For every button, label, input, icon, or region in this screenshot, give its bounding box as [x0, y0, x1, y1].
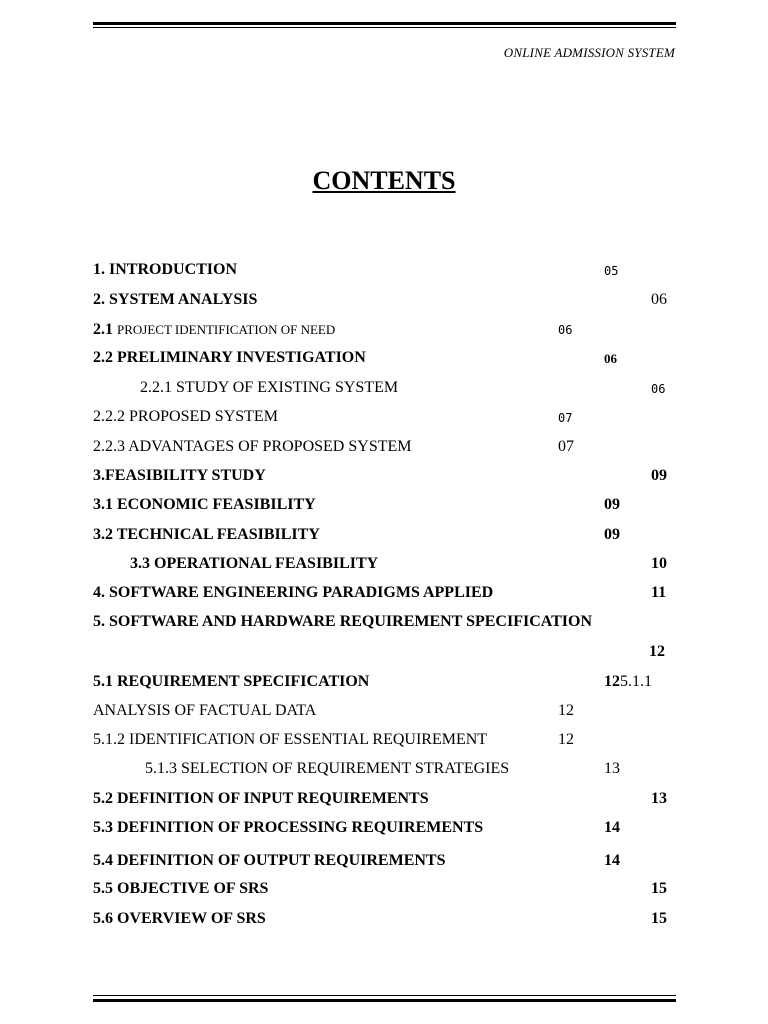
- toc-entry-label: 5.1.2 IDENTIFICATION OF ESSENTIAL REQUIREMENT: [93, 731, 488, 748]
- toc-entry-label: 2.2.1 STUDY OF EXISTING SYSTEM: [140, 379, 399, 396]
- toc-entry-label: 2.2 PRELIMINARY INVESTIGATION: [93, 349, 366, 366]
- toc-entry-page: 11: [651, 584, 667, 601]
- footer-rule-bottom: [93, 999, 676, 1002]
- toc-entry-subnumber: 5.1.1: [620, 673, 652, 690]
- toc-entry-text: PROJECT IDENTIFICATION OF NEED: [117, 322, 336, 337]
- toc-entry-label: 2.2.3 ADVANTAGES OF PROPOSED SYSTEM: [93, 438, 412, 455]
- toc-entry-label: ANALYSIS OF FACTUAL DATA: [93, 702, 317, 719]
- toc-entry-label: 3.1 ECONOMIC FEASIBILITY: [93, 496, 316, 513]
- toc-entry-label: 2.2.2 PROPOSED SYSTEM: [93, 408, 278, 425]
- header-rule-top: [93, 22, 676, 25]
- toc-entry-page: 06: [651, 382, 666, 396]
- toc-entry-label: 2. SYSTEM ANALYSIS: [93, 291, 258, 308]
- toc-entry-page: 15: [651, 880, 667, 897]
- toc-entry-label: 3.FEASIBILITY STUDY: [93, 467, 266, 484]
- footer-rule-top: [93, 995, 676, 996]
- toc-entry-page: 13: [604, 760, 620, 777]
- running-header: ONLINE ADMISSION SYSTEM: [503, 45, 675, 60]
- toc-entry-label: 5.2 DEFINITION OF INPUT REQUIREMENTS: [93, 790, 429, 807]
- toc-entry-page: 09: [604, 496, 620, 513]
- toc-entry-number: 2.1: [93, 321, 113, 338]
- toc-entry-label: 3.2 TECHNICAL FEASIBILITY: [93, 526, 320, 543]
- toc-entry-page: 07: [558, 438, 574, 455]
- toc-entry-label: 5. SOFTWARE AND HARDWARE REQUIREMENT SPECIFICATION: [93, 613, 593, 630]
- toc-entry-page: 12: [558, 702, 574, 719]
- toc-entry-label: 5.6 OVERVIEW OF SRS: [93, 910, 266, 927]
- toc-entry-label: 5.3 DEFINITION OF PROCESSING REQUIREMENTS: [93, 819, 484, 836]
- header-rule-bottom: [93, 27, 676, 28]
- page-title: CONTENTS: [312, 166, 456, 195]
- toc-entry-label: 5.1 REQUIREMENT SPECIFICATION: [93, 673, 370, 690]
- toc-entry-page: 05: [604, 264, 619, 278]
- toc-entry-page: 06: [604, 351, 617, 366]
- toc-entry-page: 07: [558, 411, 573, 425]
- toc-entry-page: 15: [651, 910, 667, 927]
- toc-entry-page: 13: [651, 790, 667, 807]
- toc-entry-page: [604, 674, 652, 690]
- toc-entry-page: 09: [651, 467, 667, 484]
- toc-entry-label: 5.4 DEFINITION OF OUTPUT REQUIREMENTS: [93, 852, 446, 869]
- toc-entry-page: 10: [651, 555, 667, 572]
- toc-entry-page-number: 12: [604, 673, 620, 690]
- toc-entry-page: 06: [651, 291, 667, 308]
- toc-entry-page: 09: [604, 526, 620, 543]
- toc-entry-page: 14: [604, 819, 620, 836]
- toc-entry-page: 12: [558, 731, 574, 748]
- toc-entry-page: 12: [649, 643, 665, 660]
- toc-entry-label: 5.5 OBJECTIVE OF SRS: [93, 880, 269, 897]
- toc-entry-label: [93, 322, 335, 338]
- toc-entry-page: 06: [558, 323, 573, 337]
- toc-entry-label: 3.3 OPERATIONAL FEASIBILITY: [130, 555, 379, 572]
- toc-entry-page: 14: [604, 852, 620, 869]
- toc-entry-label: 4. SOFTWARE ENGINEERING PARADIGMS APPLIED: [93, 584, 494, 601]
- toc-entry-label: 5.1.3 SELECTION OF REQUIREMENT STRATEGIES: [145, 760, 510, 777]
- toc-entry-label: 1. INTRODUCTION: [93, 261, 238, 278]
